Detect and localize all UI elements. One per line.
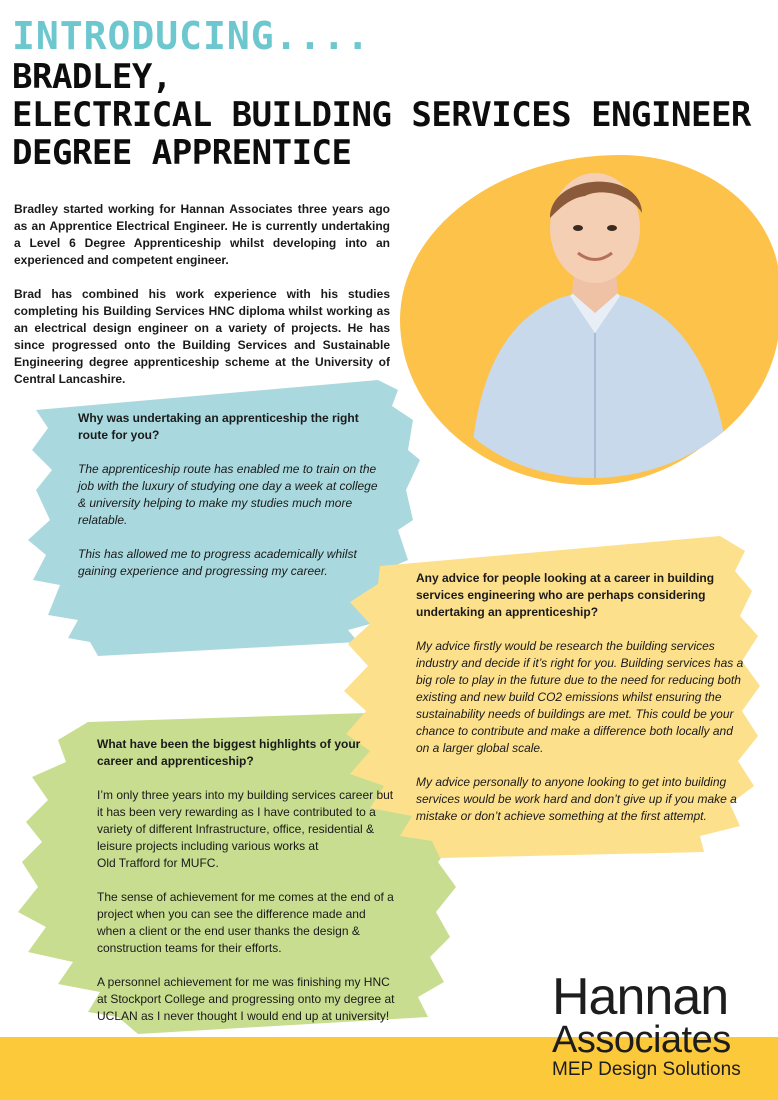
logo-tagline: MEP Design Solutions (552, 1059, 741, 1080)
green-panel-question: What have been the biggest highlights of your career and apprenticeship? (97, 737, 361, 768)
yellow-panel (416, 570, 746, 842)
intro-paragraph-1: Bradley started working for Hannan Associates three years ago as an Apprentice Electrical Engineer. He is currently undertaking a Level 6 Degree Apprenticeship whilst developing into an experienced and competent engineer. (14, 202, 390, 267)
intro-paragraph-2: Brad has combined his work experience with his studies completing his Building Services HNC diploma whilst working as an electrical design engineer on a variety of projects. He has since progressed onto the Building Services and Sustainable Engineering degree apprenticeship scheme at the University of Central Lancashire. (14, 287, 390, 386)
green-panel (97, 736, 397, 1042)
title-name: BRADLEY, (12, 57, 172, 97)
company-logo (552, 968, 772, 1082)
blue-panel-answer-2: This has allowed me to progress academically whilst gaining experience and progressing my career. (78, 547, 357, 578)
blue-panel-answer-1: The apprenticeship route has enabled me to train on the job with the luxury of studying one day a week at college & university helping to make my studies much more relatable. (78, 462, 378, 527)
intro-heading: INTRODUCING.... (12, 14, 371, 58)
yellow-panel-question: Any advice for people looking at a career in building services engineering who are perhaps considering undertaking an apprenticeship? (416, 571, 715, 619)
yellow-panel-answer-1: My advice firstly would be research the building services industry and decide if it’s right for you. Building services has a big role to play in the future due to the need for reducing both existing and new build CO2 emissions whilst ensuring the sustainability needs of buildings are met. This could be your chance to contribute and make a difference both locally and on a larger global scale. (416, 639, 744, 755)
logo-line-associates: Associates (552, 1019, 731, 1061)
green-panel-answer-1-main: I’m only three years into my building services career but it has been very rewarding as I have contributed to a variety of different Infrastructure, office, residential & leisure projects including various works at (97, 788, 394, 853)
logo-line-hannan: Hannan (552, 968, 729, 1026)
portrait-photo (420, 168, 778, 478)
title-program: DEGREE APPRENTICE (12, 133, 352, 173)
blue-panel-question: Why was undertaking an apprenticeship the right route for you? (78, 411, 359, 442)
green-panel-answer-1 (97, 787, 397, 872)
person-illustration-icon (420, 168, 778, 478)
title-role: ELECTRICAL BUILDING SERVICES ENGINEER (12, 95, 751, 135)
green-panel-answer-1-end: Old Trafford for MUFC. (97, 856, 219, 870)
yellow-panel-answer-2: My advice personally to anyone looking to get into building services would be work hard and don’t give up if you make a mistake or don’t achieve something at the first attempt. (416, 775, 737, 823)
page-header (12, 14, 772, 172)
intro-text (14, 201, 390, 405)
green-panel-answer-2: The sense of achievement for me comes at the end of a project when you can see the difference made and when a client or the end user thanks the design & construction teams for their efforts. (97, 890, 394, 955)
green-panel-answer-3: A personnel achievement for me was finishing my HNC at Stockport College and progressing onto my degree at UCLAN as I never thought I would end up at university! (97, 975, 395, 1023)
